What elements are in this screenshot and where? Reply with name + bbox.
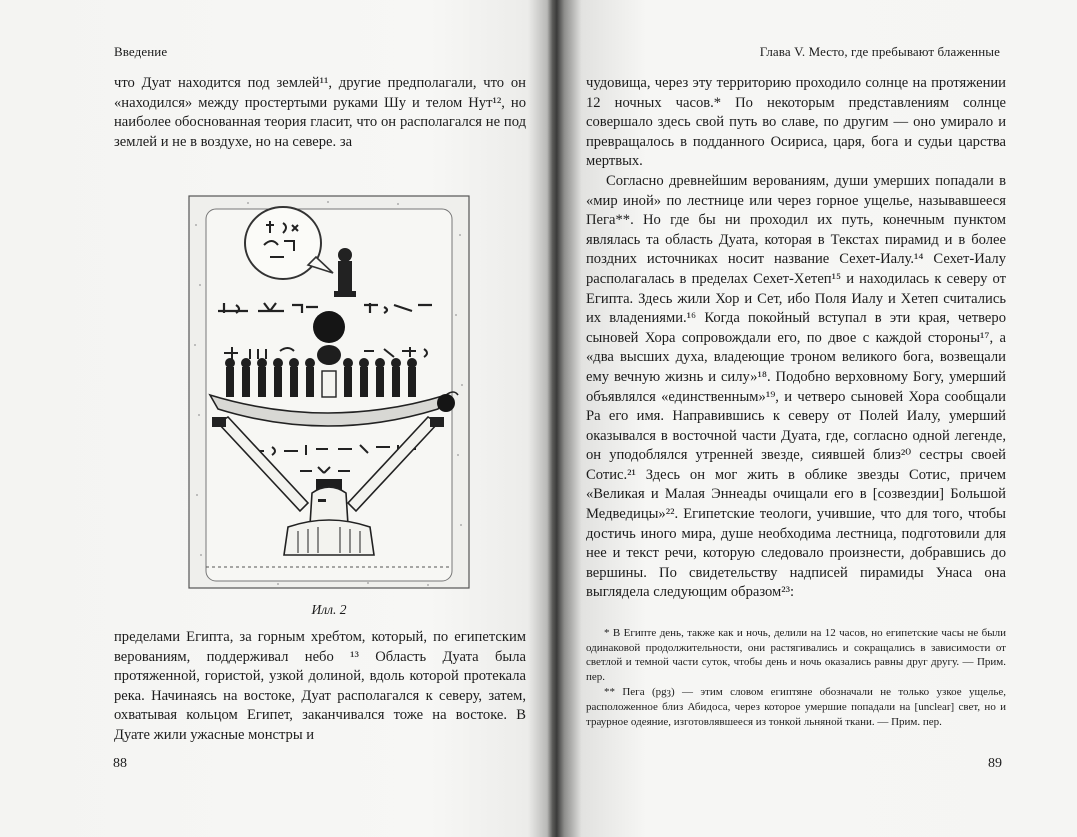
right-text <box>586 74 1006 603</box>
page-number-right: 89 <box>988 756 1002 771</box>
footnote: * В Египте день, также как и ночь, делили на 12 часов, но египетские часы не были одинаковой продолжительности, они растягивались и сокращались в зависимости от светлой и темной части суток, чтобы день и ночь оказались равны друг другу. — Прим. пер. <box>586 627 1006 683</box>
running-head-left: Введение <box>114 44 168 59</box>
footnotes <box>586 626 1006 730</box>
footnote: ** Пега (pgȝ) — этим словом египтяне обозначали не только узкое ущелье, расположенное близ Абидоса, через которое умершие попадали на [unclear] свет, но и траурное одеяние, изготовлявшееся из тонкой льняной ткани. — Прим. пер. <box>586 686 1006 728</box>
left-text-top <box>114 74 526 152</box>
right-paragraph: Согласно древнейшим верованиям, души умерших попадали в «мир иной» по лестнице или через горное ущелье, называвшееся Пега**. Но где бы ни проходил их путь, конечным пунктом являлась та область Дуата, которая в Текстах пирамид и в более поздних источниках носит название Сехет-Иалу.¹⁴ Сехет-Иалу располагалась в пределах Сехет-Хетеп¹⁵ и находилась к северу от Египта. Здесь жили Хор и Сет, ибо Поля Иалу и Хетеп считались их владениями.¹⁶ Когда покойный вступал в эти края, четверо сыновей Хора сопровождали его, по двое с каждой стороны¹⁷, а «два высших духа, владеющие троном великого бога, возвещали ему вечную жизнь и силу»¹⁸. Подобно верховному Богу, умерший объявлялся «единственным»¹⁹, и четверо сыновей Хора сообщали Ра его имя. Направившись к северу от Полей Иалу, умерший оказывался в восточной части Дуата, где, согласно одной легенде, он уподоблялся утренней звезде, сиявшей близ²⁰ сестры своей Сотис.²¹ Здесь он мог жить в облике звезды Сотис, причем «Великая и Малая Эннеады очищали его в [созвездии] Большой Медведицы»²². Египетские теологи, учившие, что для того, чтобы достичь иного мира, душе необходима лестница, подготовили для нее и текст речи, которую следовало произнести, добравшись до вершины. По свидетельству надписей пирамиды Унаса она выглядела следующим образом²³: <box>586 172 1006 601</box>
left-paragraph: что Дуат находится под землей¹¹, другие предполагали, что он «находился» между простертыми руками Шу и телом Нут¹², но наиболее обоснованная теория гласит, что он располагался не под землей и не в воздухе, но на севере. за <box>114 75 526 150</box>
figure-caption: Илл. 2 <box>311 602 347 617</box>
left-paragraph: пределами Египта, за горным хребтом, который, по египетским верованиям, поддерживал небо ¹³ Область Дуата была протяженной, гористой, узкой долиной, вдоль которой протекала река. Начинаясь на востоке, Дуат располагался к северу, затем, охватывая кольцом Египет, заканчивался тоже на востоке. В Дуате жили ужасные монстры и <box>114 629 526 743</box>
right-page <box>556 0 1077 837</box>
right-paragraph: чудовища, через эту территорию проходило солнце на протяжении 12 ночных часов.* По некоторым представлениям солнце совершало здесь свой путь во славе, по другим — оно умирало и превращалось в подданного Осириса, царя, бога и судьи царства мертвых. <box>586 75 1006 170</box>
illustration-duat-barque <box>188 195 470 589</box>
left-text-bottom <box>114 628 526 746</box>
page-number-left: 88 <box>113 756 127 771</box>
running-head-right: Глава V. Место, где пребывают блаженные <box>759 44 1000 59</box>
illustration-drawing <box>188 195 470 589</box>
